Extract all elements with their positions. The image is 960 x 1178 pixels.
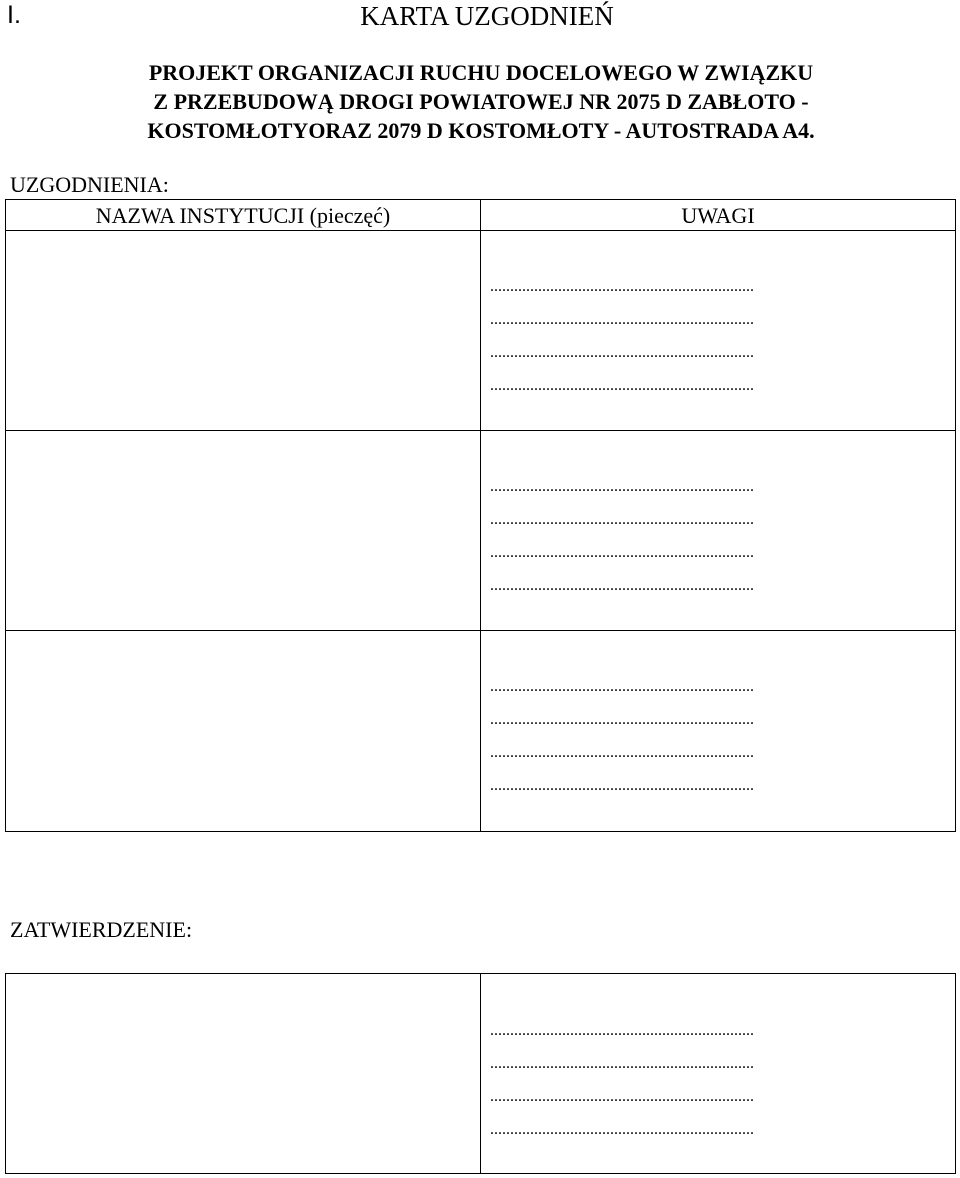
dotted-line: ..................................................................	[490, 1088, 754, 1105]
row-divider	[6, 630, 955, 631]
dotted-line: ..................................................................	[490, 744, 754, 761]
dotted-line: ..................................................................	[490, 678, 754, 695]
approval-label: ZATWIERDZENIE:	[10, 917, 193, 942]
dotted-line: ..................................................................	[490, 478, 754, 495]
dotted-line: ..................................................................	[490, 278, 754, 295]
header-divider	[6, 230, 955, 231]
project-line-3: KOSTOMŁOTYORAZ 2079 D KOSTOMŁOTY - AUTOSTRADA A4.	[147, 118, 815, 143]
project-line-1: PROJEKT ORGANIZACJI RUCHU DOCELOWEGO W ZWIĄZKU	[148, 60, 814, 85]
institution-column-header: NAZWA INSTYTUCJI (pieczęć)	[95, 203, 391, 228]
dotted-line: ..................................................................	[490, 511, 754, 528]
project-description	[0, 58, 960, 145]
agreements-label: UZGODNIENIA:	[10, 172, 169, 197]
approval-table	[5, 973, 956, 1174]
dotted-line: ..................................................................	[490, 711, 754, 728]
dotted-line: ..................................................................	[490, 311, 754, 328]
agreements-table	[5, 199, 956, 832]
row-divider	[6, 430, 955, 431]
page-title: KARTA UZGODNIEŃ	[360, 1, 614, 31]
dotted-line: ..................................................................	[490, 344, 754, 361]
approval-notes-field[interactable]	[490, 1014, 754, 1146]
dotted-line: ..................................................................	[490, 1055, 754, 1072]
dotted-line: ..................................................................	[490, 1121, 754, 1138]
dotted-line: ..................................................................	[490, 377, 754, 394]
notes-field-row-1[interactable]	[490, 270, 754, 402]
dotted-line: ..................................................................	[490, 777, 754, 794]
notes-field-row-2[interactable]	[490, 470, 754, 602]
dotted-line: ..................................................................	[490, 544, 754, 561]
notes-field-row-3[interactable]	[490, 670, 754, 802]
column-divider	[480, 200, 481, 831]
dotted-line: ..................................................................	[490, 1022, 754, 1039]
dotted-line: ..................................................................	[490, 577, 754, 594]
column-divider	[480, 974, 481, 1173]
notes-column-header: UWAGI	[681, 203, 755, 228]
project-line-2: Z PRZEBUDOWĄ DROGI POWIATOWEJ NR 2075 D ZABŁOTO -	[153, 89, 809, 114]
section-number: I.	[7, 1, 21, 29]
